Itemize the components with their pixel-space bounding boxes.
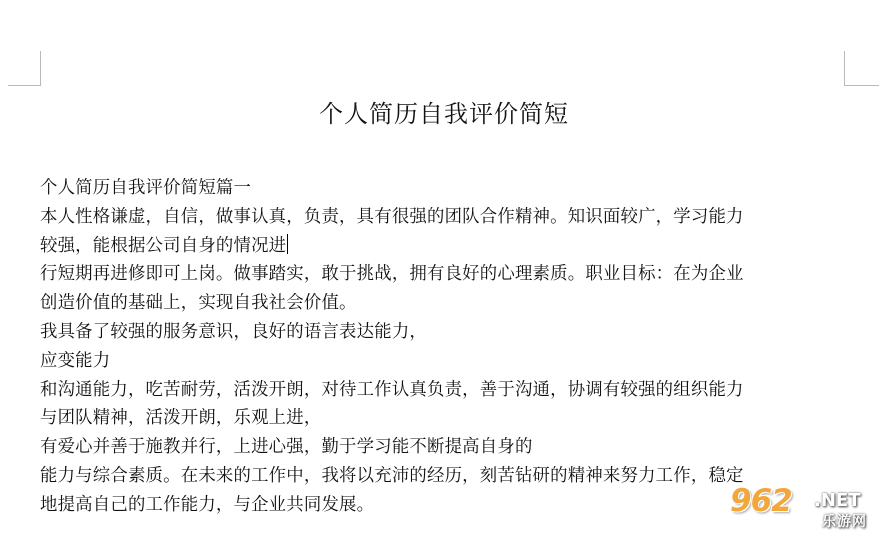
paragraph-line-text[interactable]: 较强，能根据公司自身的情况进 [40,235,287,256]
paragraph-line[interactable]: 和沟通能力，吃苦耐劳，活泼开朗，对待工作认真负责，善于沟通，协调有较强的组织能力 [40,379,744,400]
paragraph-line[interactable]: 与团队精神，活泼开朗，乐观上进， [40,408,322,429]
document-title[interactable]: 个人简历自我评价简短 [319,100,569,128]
watermark-domain-suffix: .NET [814,490,861,511]
top-left-margin-mark [8,51,41,86]
paragraph-line[interactable]: 创造价值的基础上，实现自我社会价值。 [40,293,357,314]
paragraph-line[interactable]: 地提高自己的工作能力，与企业共同发展。 [40,494,375,515]
paragraph-line[interactable]: 我具备了较强的服务意识，良好的语言表达能力， [40,321,427,342]
paragraph-line[interactable]: 有爱心并善于施教并行，上进心强，勤于学习能不断提高自身的 [40,437,533,458]
paragraph-line[interactable]: 能力与综合素质。在未来的工作中，我将以充沛的经历，刻苦钻研的精神来努力工作，稳定 [40,465,744,486]
paragraph-line[interactable]: 应变能力 [40,350,111,371]
text-cursor [287,234,288,254]
document-body[interactable] [40,174,852,520]
paragraph-line[interactable]: 本人性格谦虚，自信，做事认真，负责，具有很强的团队合作精神。知识面较广，学习能力 [40,206,744,227]
paragraph-line-with-cursor[interactable] [40,232,852,261]
paragraph-line[interactable]: 个人简历自我评价简短篇一 [40,178,252,198]
top-right-margin-mark [844,51,879,86]
watermark-logo-number: 962 [730,483,792,519]
paragraph-line[interactable]: 行短期再进修即可上岗。做事踏实，敢于挑战，拥有良好的心理素质。职业目标：在为企业 [40,264,744,285]
watermark-site-name: 乐游网 [822,514,867,530]
